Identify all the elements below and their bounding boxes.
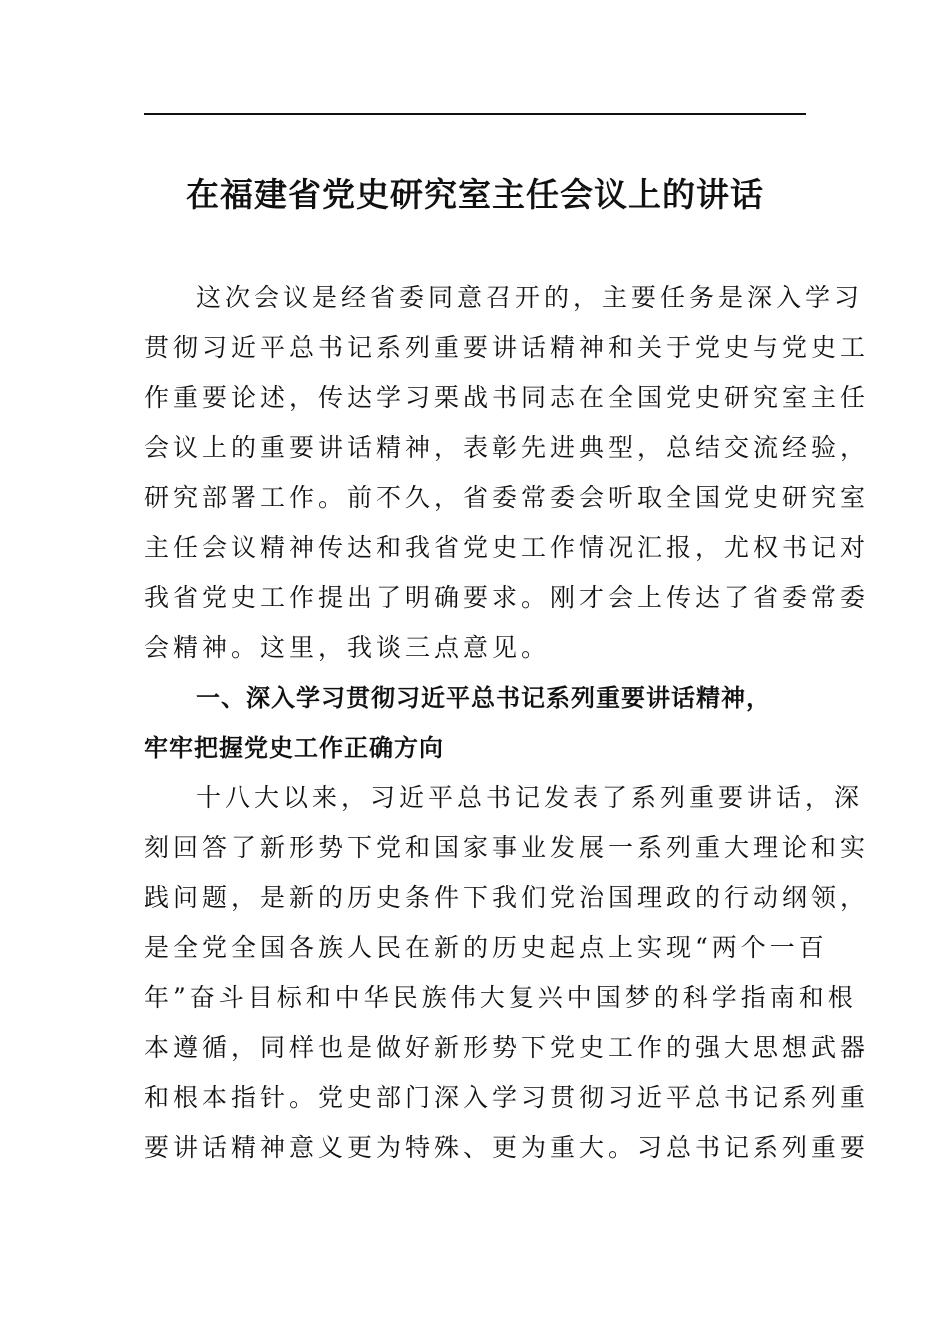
document-title: 在福建省党史研究室主任会议上的讲话 — [186, 175, 764, 214]
paragraph-line: 要讲话精神意义更为特殊、更为重大。习总书记系列重要 — [144, 1133, 870, 1162]
paragraph-line: 会议上的重要讲话精神，表彰先进典型，总结交流经验， — [144, 433, 870, 462]
paragraph-line: 十八大以来，习近平总书记发表了系列重要讲话，深 — [196, 783, 864, 812]
paragraph-line: 我省党史工作提出了明确要求。刚才会上传达了省委常委 — [144, 583, 870, 612]
paragraph-line: 贯彻习近平总书记系列重要讲话精神和关于党史与党史工 — [144, 333, 870, 362]
heading-line: 牢牢把握党史工作正确方向 — [144, 734, 444, 762]
paragraph-line: 这次会议是经省委同意召开的，主要任务是深入学习 — [196, 283, 864, 312]
paragraph-2 — [144, 773, 870, 1173]
paragraph-line: 年”奋斗目标和中华民族伟大复兴中国梦的科学指南和根 — [144, 983, 857, 1012]
paragraph-line: 主任会议精神传达和我省党史工作情况汇报，尤权书记对 — [144, 533, 870, 562]
paragraph-line: 会精神。这里，我谈三点意见。 — [144, 633, 551, 662]
paragraph-line: 研究部署工作。前不久，省委常委会听取全国党史研究室 — [144, 483, 870, 512]
heading-line: 一、深入学习贯彻习近平总书记系列重要讲话精神， — [196, 684, 771, 712]
paragraph-1 — [144, 273, 870, 673]
paragraph-line: 刻回答了新形势下党和国家事业发展一系列重大理论和实 — [144, 833, 870, 862]
paragraph-line: 作重要论述，传达学习栗战书同志在全国党史研究室主任 — [144, 383, 870, 412]
section-heading-1 — [144, 673, 806, 773]
top-rule — [144, 113, 806, 115]
paragraph-line: 践问题，是新的历史条件下我们党治国理政的行动纲领， — [144, 883, 870, 912]
paragraph-line: 和根本指针。党史部门深入学习贯彻习近平总书记系列重 — [144, 1083, 870, 1112]
paragraph-line: 是全党全国各族人民在新的历史起点上实现“两个一百 — [144, 933, 828, 962]
paragraph-line: 本遵循，同样也是做好新形势下党史工作的强大思想武器 — [144, 1033, 870, 1062]
